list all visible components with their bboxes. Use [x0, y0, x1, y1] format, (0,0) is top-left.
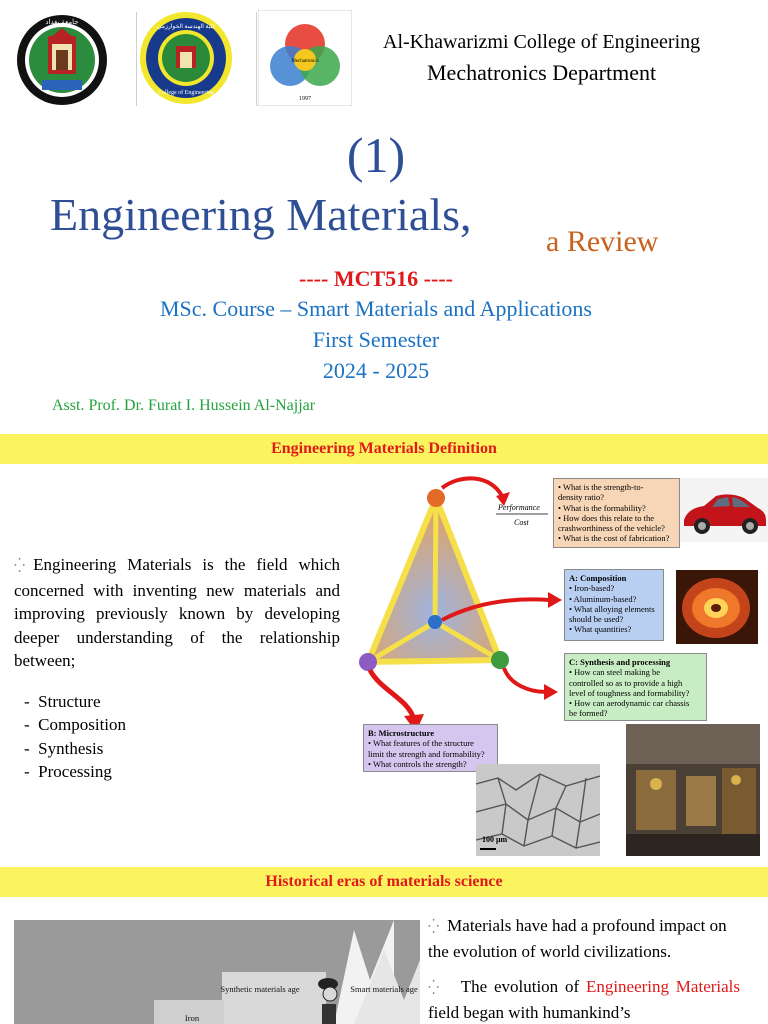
performance-node [427, 489, 445, 507]
materials-eras-figure [14, 920, 420, 1024]
lecture-number: (1) [346, 127, 406, 183]
department-name: Mechatronics Department [427, 60, 657, 85]
college-logo [138, 10, 234, 106]
main-title: Engineering Materials, [50, 189, 472, 240]
era-iron: Iron [184, 1013, 200, 1023]
history-p2: ⁛ The evolution of Engineering Materials field began with humankind’s [428, 977, 741, 1022]
mechatronics-logo [258, 10, 352, 106]
car-factory-image [626, 724, 760, 856]
car-image [680, 478, 768, 542]
bullet-icon: ⁛ [14, 559, 26, 574]
history-p1: ⁛ Materials have had a profound impact on the evolution of world civilizations. [428, 916, 727, 961]
microstructure-node [359, 653, 377, 671]
logo1-text: جامعة بغداد [45, 18, 79, 26]
academic-year: 2024 - 2025 [322, 358, 430, 383]
era-synthetic: Synthetic materials age [220, 984, 300, 994]
logo2-top-text: كلية الهندسة الخوارزمي [156, 24, 216, 30]
list-item: - Processing [24, 762, 112, 782]
synthesis-node [491, 651, 509, 669]
college-name: Al-Khawarizmi College of Engineering [383, 31, 701, 53]
university-logo [12, 10, 116, 106]
section-heading-history: Historical eras of materials science [0, 867, 768, 897]
definition-paragraph [14, 553, 340, 673]
hot-steel-image [676, 570, 758, 644]
logo2-bottom-text: College of Engineering [158, 90, 214, 96]
list-item: - Synthesis [24, 738, 104, 758]
section-heading-definition: Engineering Materials Definition [0, 434, 768, 464]
history-paragraph [428, 914, 740, 1024]
course-code: ---- MCT516 ---- [299, 266, 453, 291]
cost-label: Cost [514, 518, 529, 527]
synthesis-questions-box: C: Synthesis and processing • How can steel making be controlled so as to provide a high level of toughness and formability? • How can aerodynamic car chassis be formed? [564, 653, 707, 721]
logo3-year: 1997 [299, 96, 311, 102]
micrograph-image [476, 764, 600, 856]
logo3-center-text: Mechatronics [291, 59, 319, 64]
composition-questions-box: A: Composition • Iron-based? • Aluminum-based? • What alloying elements should be used? • What quantities? [564, 569, 664, 641]
definition-text: Engineering Materials is the field which concerned with inventing new materials and improving previously known by developing deeper understanding of the relationship between; [14, 555, 340, 670]
microstructure-questions-box: B: Microstructure • What features of the structure limit the strength and formability? • What controls the strength? [363, 724, 498, 772]
semester: First Semester [312, 327, 440, 352]
definition-list [24, 690, 126, 784]
composition-node [428, 615, 442, 629]
list-item: - Composition [24, 715, 127, 735]
bullet-icon: ⁛ [428, 981, 440, 996]
era-smart: Smart materials age [350, 984, 418, 994]
course-name: MSc. Course – Smart Materials and Applications [160, 296, 592, 321]
logo-divider [256, 12, 257, 106]
scale-label: 100 μm [482, 835, 508, 844]
subtitle: a Review [546, 225, 659, 258]
performance-questions-box: • What is the strength-to- density ratio? • What is the formability? • How does this relate to the crashworthiness of the vehicle? • What is the cost of fabrication? [553, 478, 680, 548]
performance-label: Performance [498, 503, 540, 512]
list-item: - Structure [24, 692, 101, 711]
bullet-icon: ⁛ [428, 920, 440, 935]
logo-divider [136, 12, 137, 106]
author-name: Asst. Prof. Dr. Furat I. Hussein Al-Najjar [52, 397, 316, 414]
